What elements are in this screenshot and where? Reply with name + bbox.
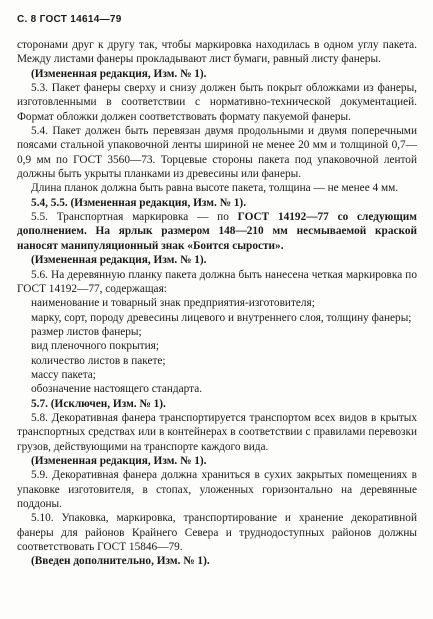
list-item: размер листов фанеры; bbox=[31, 325, 142, 338]
page-header: С. 8 ГОСТ 14614—79 bbox=[17, 14, 122, 25]
clause-5-8: 5.8. Декоративная фанера транспортируется транспортом всех видов в крытых транспортных средствах или в контейнерах в соответствии с правилами перевозки грузов, действующими на транспорте каждого вида. bbox=[17, 411, 417, 453]
amendment-note: (Измененная редакция, Изм. № 1). bbox=[31, 254, 207, 267]
list-item: наименование и товарный знак предприятия-изготовителя; bbox=[31, 297, 315, 310]
clause-5-7: 5.7. (Исключен, Изм. № 1). bbox=[31, 397, 166, 410]
amendment-note: (Измененная редакция, Изм. № 1). bbox=[31, 67, 207, 80]
clause-5-5 bbox=[17, 210, 417, 253]
clause-5-6: 5.6. На деревянную планку пакета должна быть нанесена четкая маркировка по ГОСТ 14192—77, содержащая: bbox=[17, 268, 417, 295]
amendment-note: (Введен дополнительно, Изм. № 1). bbox=[31, 555, 210, 568]
list-item: марку, сорт, породу древесины лицевого и внутреннего слоя, толщину фанеры; bbox=[31, 311, 412, 324]
amendment-note-5-4-5-5: 5.4, 5.5. (Измененная редакция, Изм. № 1). bbox=[31, 196, 247, 209]
list-item: вид пленочного покрытия; bbox=[31, 340, 159, 353]
document-body bbox=[17, 38, 417, 569]
clause-5-10: 5.10. Упаковка, маркировка, транспортирование и хранение декоративной фанеры для районов Крайнего Севера и труднодоступных районов должны соответствовать ГОСТ 15846—79. bbox=[17, 512, 417, 554]
clause-5-9: 5.9. Декоративная фанера должна храниться в сухих закрытых помещениях в упаковке изготовителя, в стопах, уложенных горизонтально на деревянные поддоны. bbox=[17, 469, 417, 510]
clause-5-3: 5.3. Пакет фанеры сверху и снизу должен быть покрыт обложками из фанеры, изготовленными в соответствии с нормативно-технической документацией. Формат обложки должен соответствовать формату пакуемой фанеры. bbox=[17, 82, 417, 123]
clause-5-5-text: 5.5. Транспортная маркировка — по bbox=[31, 211, 238, 224]
amendment-note: (Измененная редакция, Изм. № 1). bbox=[31, 454, 207, 467]
clause-5-4-length: Длина планок должна быть равна высоте пакета, толщина — не менее 4 мм. bbox=[31, 182, 399, 195]
list-item: обозначение настоящего стандарта. bbox=[31, 383, 203, 396]
clause-5-5-bold-text: ГОСТ 14192—77 со следующим дополнением. На ярлык размером 148—210 мм несмываемой краской наносят манипуляционный знак «Боится сырости». bbox=[17, 211, 417, 252]
paragraph-continuation: сторонами друг к другу так, чтобы маркировка находилась в одном углу пакета. Между листами фанеры прокладывают лист бумаги, равный листу фанеры. bbox=[17, 39, 417, 66]
list-item: массу пакета; bbox=[31, 368, 96, 381]
clause-5-4: 5.4. Пакет должен быть перевязан двумя продольными и двумя поперечными поясами стальной упаковочной ленты шириной не менее 20 мм и толщиной 0,7—0,9 мм по ГОСТ 3560—73. Торцевые стороны пакета под упаковочной лентой должны быть укрыты планками из древесины или фанеры. bbox=[17, 125, 417, 181]
list-item: количество листов в пакете; bbox=[31, 354, 166, 367]
